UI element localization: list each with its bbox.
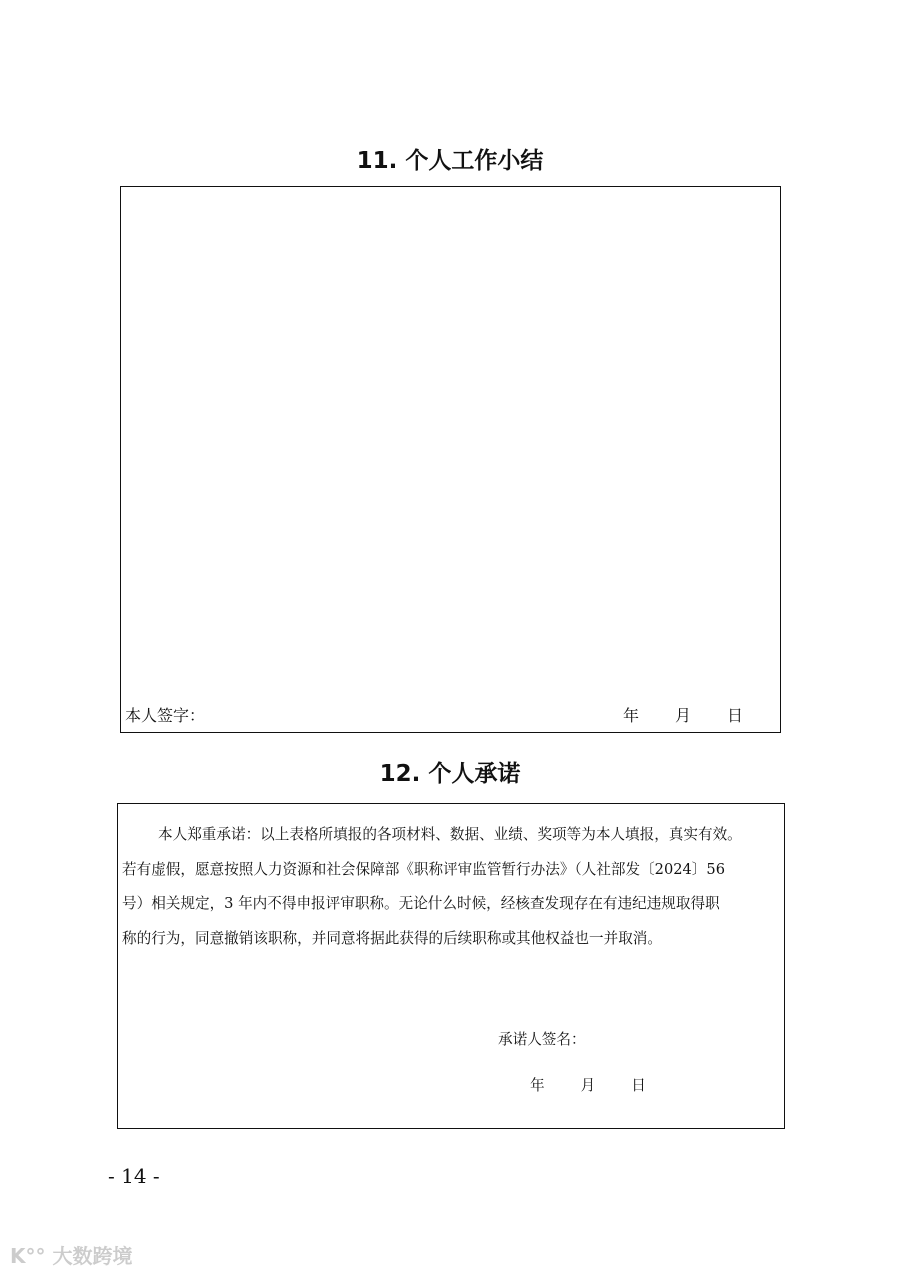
year-label: 年 bbox=[530, 1077, 545, 1094]
watermark-logo: K°° 大数跨境 bbox=[10, 1244, 133, 1268]
commitment-line: 若有虚假，愿意按照人力资源和社会保障部《职称评审监管暂行办法》（人社部发〔2024〕56 bbox=[122, 860, 725, 878]
commitment-line: 称的行为，同意撤销该职称，并同意将据此获得的后续职称或其他权益也一并取消。 bbox=[122, 929, 662, 947]
commitment-box bbox=[117, 803, 785, 1129]
commitment-line: 本人郑重承诺：以上表格所填报的各项材料、数据、业绩、奖项等为本人填报，真实有效。 bbox=[158, 826, 742, 843]
signature-label: 本人签字： bbox=[125, 706, 206, 725]
work-summary-box[interactable] bbox=[120, 186, 781, 733]
commitment-line: 号）相关规定，3 年内不得申报评审职称。无论什么时候，经核查发现存在有违纪违规取得职 bbox=[122, 895, 720, 912]
day-label: 日 bbox=[631, 1077, 646, 1094]
year-label: 年 bbox=[623, 706, 640, 725]
commitment-text bbox=[122, 818, 780, 956]
commitment-date-fields bbox=[530, 1074, 682, 1095]
section-12-title: 12. 个人承诺 bbox=[379, 761, 521, 787]
date-fields bbox=[623, 703, 779, 726]
month-label: 月 bbox=[675, 706, 692, 725]
page-number: - 14 - bbox=[108, 1164, 160, 1188]
commitment-signature-label: 承诺人签名： bbox=[498, 1031, 586, 1048]
section-11-title: 11. 个人工作小结 bbox=[356, 148, 544, 174]
month-label: 月 bbox=[580, 1077, 596, 1094]
day-label: 日 bbox=[727, 706, 744, 725]
